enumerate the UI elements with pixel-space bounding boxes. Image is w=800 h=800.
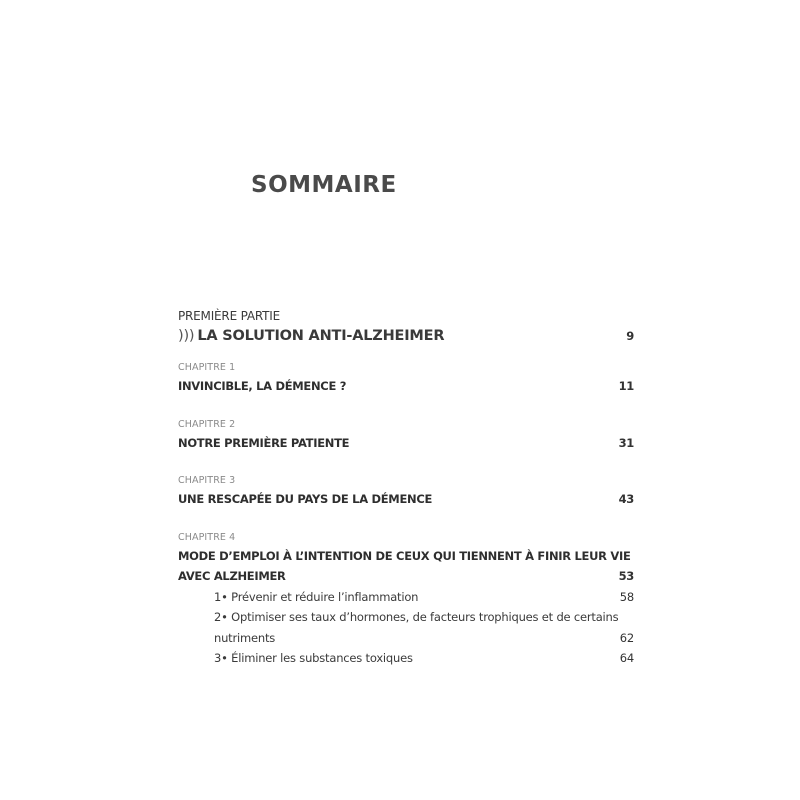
part-label: PREMIÈRE PARTIE bbox=[178, 309, 280, 323]
toc-section-3[interactable] bbox=[178, 648, 634, 669]
toc-chapter-3 bbox=[178, 473, 634, 510]
toc-entry-part-1[interactable] bbox=[178, 325, 634, 347]
chapter-label: CHAPITRE 1 bbox=[178, 362, 236, 373]
chapter-title: INVINCIBLE, LA DÉMENCE ? bbox=[178, 379, 347, 393]
toc-entry-chapter-4[interactable] bbox=[178, 566, 634, 587]
chapter-label: CHAPITRE 2 bbox=[178, 418, 236, 430]
toc-section-2[interactable] bbox=[178, 628, 634, 649]
chapter-label: CHAPITRE 4 bbox=[178, 531, 236, 543]
toc-chapter-1 bbox=[178, 360, 634, 397]
toc-entry-chapter-3[interactable] bbox=[178, 489, 634, 510]
toc-section-2-line-1[interactable]: 2• Optimiser ses taux d’hormones, de facteurs trophiques et de certains bbox=[214, 610, 619, 624]
section-title: 3• Éliminer les substances toxiques bbox=[214, 651, 413, 665]
toc-entry-chapter-2[interactable] bbox=[178, 433, 634, 454]
page-number: 58 bbox=[619, 589, 634, 604]
chapter-title: UNE RESCAPÉE DU PAYS DE LA DÉMENCE bbox=[178, 492, 433, 506]
page-number: 31 bbox=[618, 435, 634, 450]
toc-entry-chapter-1[interactable] bbox=[178, 376, 634, 397]
section-title-line-2: nutriments bbox=[214, 630, 276, 645]
page-number: 62 bbox=[619, 630, 634, 645]
page-number: 43 bbox=[618, 492, 634, 506]
chapter-title: NOTRE PREMIÈRE PATIENTE bbox=[178, 435, 350, 450]
part-title: LA SOLUTION ANTI-ALZHEIMER bbox=[197, 328, 445, 344]
table-of-contents bbox=[178, 308, 634, 669]
page-number: 64 bbox=[619, 651, 634, 665]
chapter-title-line-1[interactable]: MODE D’EMPLOI À L’INTENTION DE CEUX QUI TIENNENT À FINIR LEUR VIE bbox=[178, 548, 631, 563]
page-title: SOMMAIRE bbox=[251, 172, 397, 198]
toc-chapter-2 bbox=[178, 417, 634, 454]
page-number: 11 bbox=[618, 379, 634, 393]
page-number: 53 bbox=[618, 569, 634, 583]
section-title: 1• Prévenir et réduire l’inflammation bbox=[214, 589, 419, 604]
chapter-title-line-2: AVEC ALZHEIMER bbox=[178, 569, 286, 583]
chapter-label: CHAPITRE 3 bbox=[178, 475, 236, 486]
part-prefix: ))) bbox=[178, 328, 195, 344]
toc-chapter-4 bbox=[178, 530, 634, 669]
toc-section-1[interactable] bbox=[178, 587, 634, 608]
page-number: 9 bbox=[626, 329, 634, 343]
